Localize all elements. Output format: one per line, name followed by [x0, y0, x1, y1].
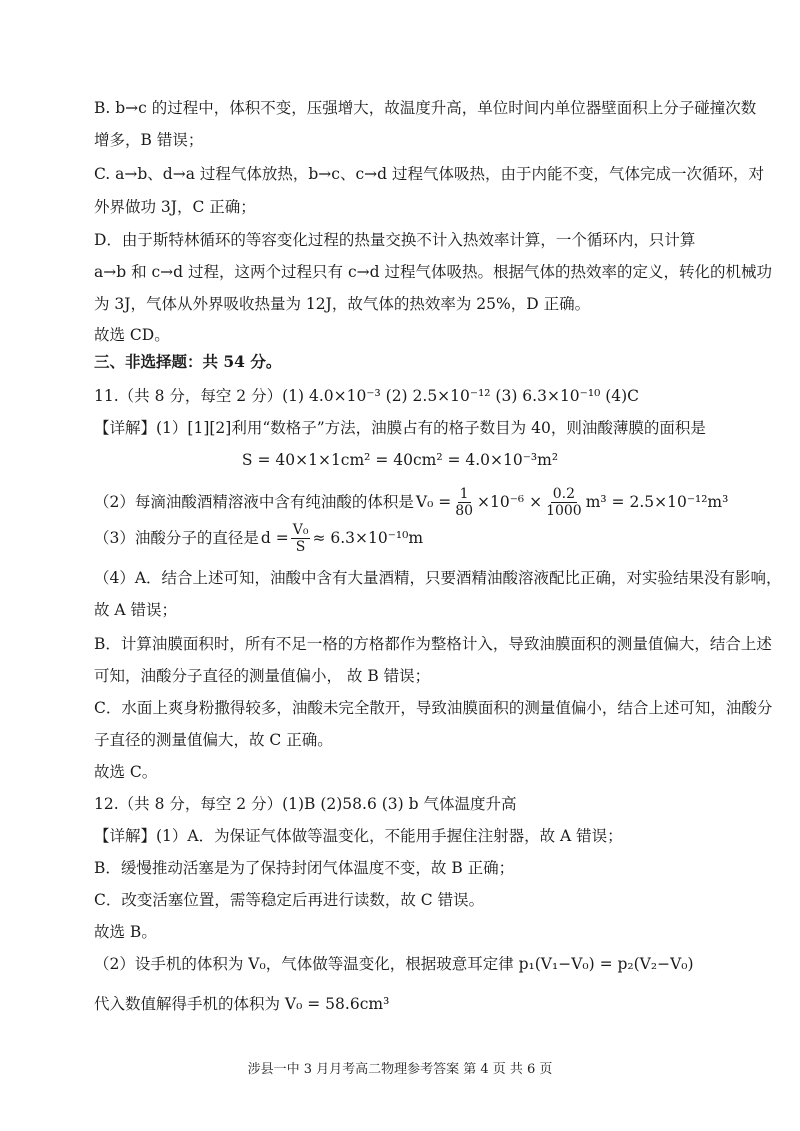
answer-summary-11: 11.（共 8 分，每空 2 分）(1) 4.0×10⁻³ (2) 2.5×10⁻¹² (3) 6.3×10⁻¹⁰ (4)C — [94, 387, 640, 405]
fraction — [453, 486, 475, 519]
text-line: 外界做功 3J，C 正确； — [94, 198, 256, 216]
text-line: 子直径的测量值偏大，故 C 正确。 — [94, 731, 333, 749]
equation-area: S = 40×1×1cm² = 40cm² = 4.0×10⁻³m² — [241, 451, 559, 469]
text-line: C. a→b、d→a 过程气体放热，b→c、c→d 过程气体吸热，由于内能不变，气体完成一次循环，对 — [94, 165, 764, 183]
text-line: B．计算油膜面积时，所有不足一格的方格都作为整格计入，导致油膜面积的测量值偏大，结合上述 — [94, 635, 772, 653]
text-line: 故 A 错误； — [94, 601, 178, 619]
text-line: C．水面上爽身粉撒得较多，油酸未完全散开，导致油膜面积的测量值偏小，结合上述可知，油酸分 — [94, 699, 773, 717]
fraction-numerator: 1 — [459, 485, 469, 502]
text-line: D．由于斯特林循环的等容变化过程的热量交换不计入热效率计算，一个循环内，只计算 — [94, 231, 696, 249]
fraction — [544, 486, 584, 519]
page-footer: 涉县一中 3 月月考高二物理参考答案 第 4 页 共 6 页 — [247, 1062, 553, 1077]
text-line: a→b 和 c→d 过程，这两个过程只有 c→d 过程气体吸热。根据气体的热效率的定义，转化的机械功 — [94, 263, 772, 281]
text-line: 故选 CD。 — [94, 326, 170, 344]
text-line: 【详解】(1）[1][2]利用“数格子”方法，油膜占有的格子数目为 40，则油酸薄膜的面积是 — [94, 419, 706, 437]
text-line: 代入数值解得手机的体积为 V₀ = 58.6cm³ — [94, 995, 390, 1013]
fraction-denominator: 1000 — [546, 502, 582, 519]
text-line: 故选 C。 — [94, 763, 158, 781]
text-line: 【详解】(1）A．为保证气体做等温变化，不能用手握住注射器，故 A 错误； — [94, 827, 623, 845]
fraction — [291, 522, 311, 555]
text-line: C．改变活塞位置，需等稳定后再进行读数，故 C 错误。 — [94, 891, 485, 909]
fraction-denominator: S — [295, 538, 306, 555]
text-line: （4）A．结合上述可知，油酸中含有大量酒精，只要酒精油酸溶液配比正确，对实验结果没有影响， — [94, 569, 782, 587]
fraction-numerator: 0.2 — [552, 485, 576, 502]
text-line: 增多，B 错误； — [94, 131, 204, 149]
section-heading: 三、非选择题：共 54 分。 — [94, 352, 282, 371]
text-line: 故选 B。 — [94, 923, 157, 941]
equation-result: ≈ 6.3×10⁻¹⁰m — [312, 529, 424, 547]
equation-lhs: d = — [260, 529, 289, 547]
fraction-numerator: V₀ — [292, 521, 309, 538]
fraction-denominator: 80 — [455, 502, 474, 519]
equation-result: m³ = 2.5×10⁻¹²m³ — [585, 493, 729, 511]
text-line: 为 3J，气体从外界吸收热量为 12J，故气体的热效率为 25%，D 正确。 — [94, 295, 591, 313]
equation-lhs: V₀ = — [415, 493, 452, 511]
text-line: B．缓慢推动活塞是为了保持封闭气体温度不变，故 B 正确； — [94, 859, 515, 877]
equation-volume — [94, 482, 740, 522]
text-line: B. b→c 的过程中，体积不变，压强增大，故温度升高，单位时间内单位器壁面积上分子碰撞次数 — [94, 99, 757, 117]
answer-summary-12: 12.（共 8 分，每空 2 分）(1)B (2)58.6 (3) b 气体温度升高 — [94, 795, 517, 813]
text-line: （2）设手机的体积为 V₀，气体做等温变化，根据玻意耳定律 p₁(V₁−V₀) = p₂(V₂−V₀) — [94, 955, 694, 973]
equation-diameter — [94, 518, 740, 558]
equation-middle: ×10⁻⁶ × — [477, 493, 543, 511]
text-line: 可知，油酸分子直径的测量值偏小， 故 B 错误； — [94, 667, 431, 685]
equation-prefix: （3）油酸分子的直径是 — [94, 529, 259, 547]
equation-prefix: （2）每滴油酸酒精溶液中含有纯油酸的体积是 — [94, 493, 414, 511]
